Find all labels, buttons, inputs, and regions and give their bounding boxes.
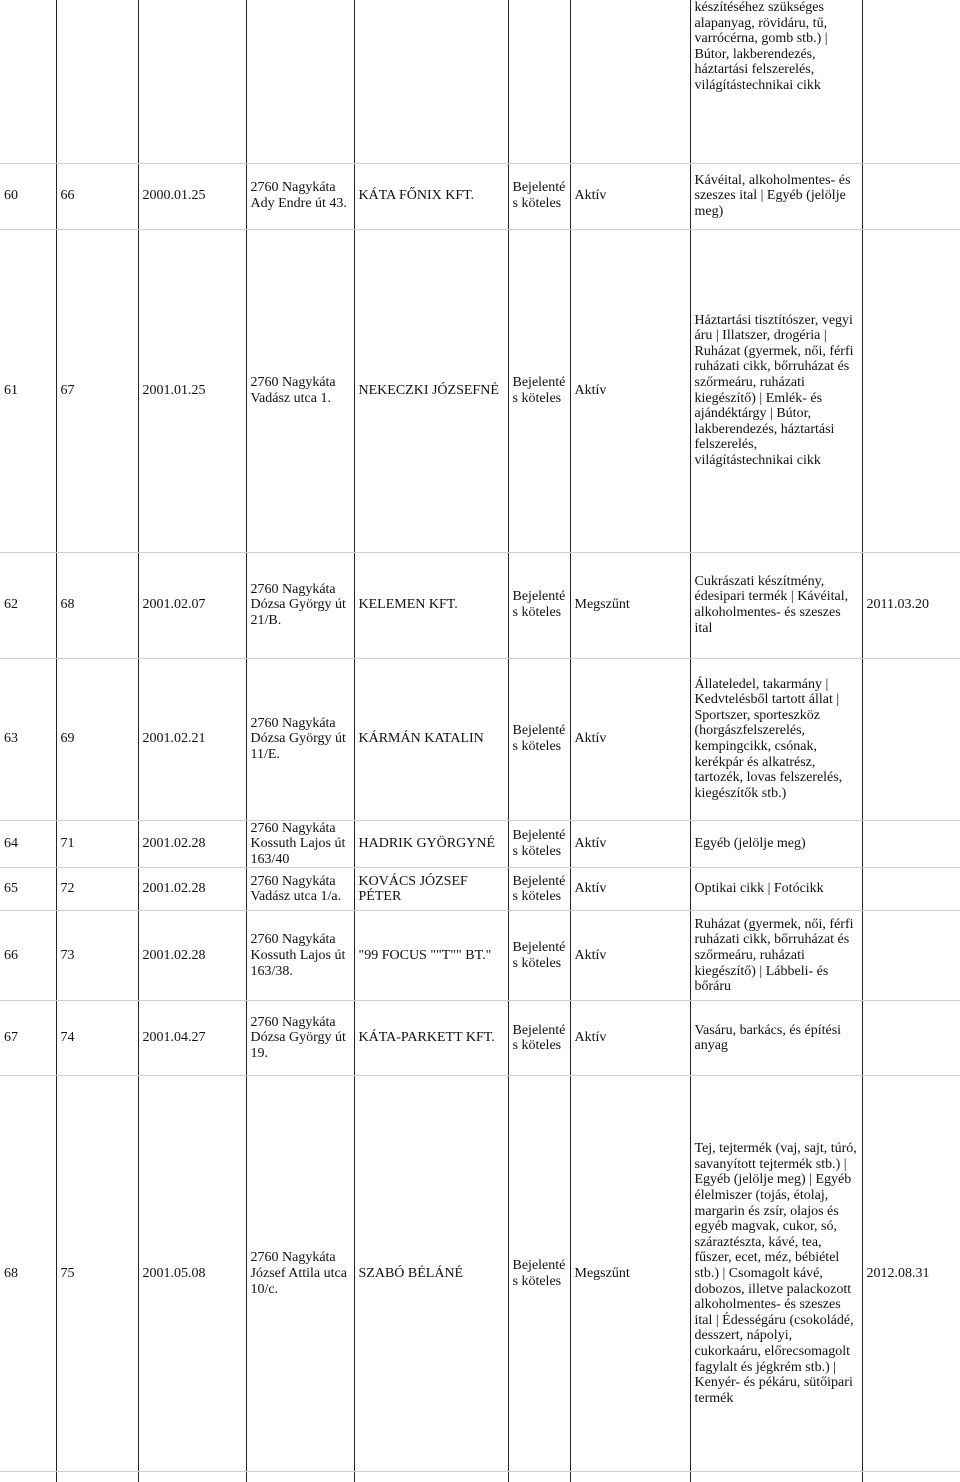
cell-closed xyxy=(862,1001,960,1076)
cell-no: 65 xyxy=(0,868,56,911)
cell-closed xyxy=(862,163,960,229)
cell-date: 2001.02.28 xyxy=(138,820,246,868)
cell-date xyxy=(138,0,246,163)
cell-reg xyxy=(56,0,138,163)
cell-status: Megszűnt xyxy=(570,1076,690,1472)
cell-closed xyxy=(862,911,960,1001)
cell-activities: Állateledel, takarmány | Kedvtelésből tartott állat | Sportszer, sporteszköz (horgászfelszerelés, kempingcikk, csónak, kerékpár és alkatrész, tartozék, lovas felszerelés, kiegészítők stb.) xyxy=(690,658,862,820)
cell-date: 2001.02.28 xyxy=(138,911,246,1001)
cell-status: Aktív xyxy=(570,658,690,820)
cell-status: Megszűnt xyxy=(570,552,690,658)
cell-name: KÁTA FŐNIX KFT. xyxy=(354,163,508,229)
cell-name: KÁTA-PARKETT KFT. xyxy=(354,1001,508,1076)
cell-no: 63 xyxy=(0,658,56,820)
cell-name: KOVÁCS JÓZSEF PÉTER xyxy=(354,868,508,911)
cell-closed: 2012.08.31 xyxy=(862,1076,960,1472)
cell-address xyxy=(246,0,354,163)
empty-cell xyxy=(138,1472,246,1482)
table-row xyxy=(0,229,960,552)
cell-no: 62 xyxy=(0,552,56,658)
cell-no: 60 xyxy=(0,163,56,229)
cell-name: "99 FOCUS ""T"" BT." xyxy=(354,911,508,1001)
cell-no: 67 xyxy=(0,1001,56,1076)
cell-activities: Optikai cikk | Fotócikk xyxy=(690,868,862,911)
cell-activities: Egyéb (jelölje meg) xyxy=(690,820,862,868)
cell-reporting: Bejelentés köteles xyxy=(508,820,570,868)
cell-closed: 2011.03.20 xyxy=(862,552,960,658)
cell-address: 2760 Nagykáta Ady Endre út 43. xyxy=(246,163,354,229)
table-row xyxy=(0,0,960,163)
cell-no: 66 xyxy=(0,911,56,1001)
cell-reg: 75 xyxy=(56,1076,138,1472)
empty-cell xyxy=(690,1472,862,1482)
table-row xyxy=(0,658,960,820)
cell-address: 2760 Nagykáta Dózsa György út 21/B. xyxy=(246,552,354,658)
cell-status: Aktív xyxy=(570,1001,690,1076)
cell-status: Aktív xyxy=(570,868,690,911)
cell-status: Aktív xyxy=(570,163,690,229)
cell-closed xyxy=(862,820,960,868)
table-row-continuation xyxy=(0,1472,960,1482)
cell-date: 2001.02.07 xyxy=(138,552,246,658)
cell-address: 2760 Nagykáta József Attila utca 10/c. xyxy=(246,1076,354,1472)
cell-closed xyxy=(862,658,960,820)
cell-reporting: Bejelentés köteles xyxy=(508,229,570,552)
cell-reporting: Bejelentés köteles xyxy=(508,658,570,820)
empty-cell xyxy=(246,1472,354,1482)
empty-cell xyxy=(0,1472,56,1482)
cell-address: 2760 Nagykáta Kossuth Lajos út 163/38. xyxy=(246,911,354,1001)
cell-activities: Ruházat (gyermek, női, férfi ruházati cikk, bőrruházat és szőrmeáru, ruházati kiegészítő) | Lábbeli- és bőráru xyxy=(690,911,862,1001)
cell-closed xyxy=(862,0,960,163)
cell-closed xyxy=(862,868,960,911)
cell-date: 2001.05.08 xyxy=(138,1076,246,1472)
cell-reg: 68 xyxy=(56,552,138,658)
cell-address: 2760 Nagykáta Dózsa György út 19. xyxy=(246,1001,354,1076)
cell-reporting xyxy=(508,0,570,163)
cell-status: Aktív xyxy=(570,820,690,868)
cell-reg: 67 xyxy=(56,229,138,552)
cell-address: 2760 Nagykáta Kossuth Lajos út 163/40 xyxy=(246,820,354,868)
cell-status: Aktív xyxy=(570,229,690,552)
cell-status xyxy=(570,0,690,163)
empty-cell xyxy=(56,1472,138,1482)
cell-reporting: Bejelentés köteles xyxy=(508,868,570,911)
cell-reg: 74 xyxy=(56,1001,138,1076)
cell-reg: 71 xyxy=(56,820,138,868)
table-row xyxy=(0,820,960,868)
table-row xyxy=(0,552,960,658)
cell-address: 2760 Nagykáta Vadász utca 1. xyxy=(246,229,354,552)
cell-name xyxy=(354,0,508,163)
cell-reporting: Bejelentés köteles xyxy=(508,911,570,1001)
cell-reporting: Bejelentés köteles xyxy=(508,163,570,229)
cell-activities: Vasáru, barkács, és építési anyag xyxy=(690,1001,862,1076)
cell-date: 2001.01.25 xyxy=(138,229,246,552)
cell-name: SZABÓ BÉLÁNÉ xyxy=(354,1076,508,1472)
cell-name: NEKECZKI JÓZSEFNÉ xyxy=(354,229,508,552)
cell-reporting: Bejelentés köteles xyxy=(508,1076,570,1472)
cell-activities: készítéséhez szükséges alapanyag, rövidáru, tű, varrócérna, gomb stb.) | Bútor, lakberendezés, háztartási felszerelés, világítástechnikai cikk xyxy=(690,0,862,163)
table-row xyxy=(0,1076,960,1472)
cell-date: 2001.04.27 xyxy=(138,1001,246,1076)
cell-no: 68 xyxy=(0,1076,56,1472)
cell-reporting: Bejelentés köteles xyxy=(508,552,570,658)
cell-reg: 72 xyxy=(56,868,138,911)
table-row xyxy=(0,163,960,229)
table-row xyxy=(0,1001,960,1076)
cell-activities: Cukrászati készítmény, édesipari termék | Kávéital, alkoholmentes- és szeszes ital xyxy=(690,552,862,658)
cell-activities: Tej, tejtermék (vaj, sajt, túró, savanyított tejtermék stb.) | Egyéb (jelölje meg) | Egyéb élelmiszer (tojás, étolaj, margarin és zsír, olajos és egyéb magvak, cukor, só, száraztészta, kávé, tea, fűszer, ecet, méz, bébiétel stb.) | Csomagolt kávé, dobozos, illetve palackozott alkoholmentes- és szeszes ital | Édességáru (csokoládé, desszert, nápolyi, cukorkaáru, előrecsomagolt fagylalt és jégkrém stb.) | Kenyér- és pékáru, sütőipari termék xyxy=(690,1076,862,1472)
table-row xyxy=(0,868,960,911)
cell-date: 2001.02.28 xyxy=(138,868,246,911)
table-row xyxy=(0,911,960,1001)
cell-status: Aktív xyxy=(570,911,690,1001)
cell-no: 64 xyxy=(0,820,56,868)
cell-no: 61 xyxy=(0,229,56,552)
empty-cell xyxy=(508,1472,570,1482)
cell-no xyxy=(0,0,56,163)
empty-cell xyxy=(354,1472,508,1482)
cell-reg: 69 xyxy=(56,658,138,820)
cell-reg: 66 xyxy=(56,163,138,229)
cell-closed xyxy=(862,229,960,552)
cell-date: 2001.02.21 xyxy=(138,658,246,820)
cell-name: HADRIK GYÖRGYNÉ xyxy=(354,820,508,868)
empty-cell xyxy=(570,1472,690,1482)
cell-address: 2760 Nagykáta Vadász utca 1/a. xyxy=(246,868,354,911)
cell-date: 2000.01.25 xyxy=(138,163,246,229)
cell-reg: 73 xyxy=(56,911,138,1001)
cell-activities: Kávéital, alkoholmentes- és szeszes ital | Egyéb (jelölje meg) xyxy=(690,163,862,229)
cell-reporting: Bejelentés köteles xyxy=(508,1001,570,1076)
cell-name: KÁRMÁN KATALIN xyxy=(354,658,508,820)
cell-name: KELEMEN KFT. xyxy=(354,552,508,658)
cell-address: 2760 Nagykáta Dózsa György út 11/E. xyxy=(246,658,354,820)
empty-cell xyxy=(862,1472,960,1482)
cell-activities: Háztartási tisztítószer, vegyi áru | Illatszer, drogéria | Ruházat (gyermek, női, férfi ruházati cikk, bőrruházat és szőrmeáru, ruházati kiegészítő) | Emlék- és ajándéktárgy | Bútor, lakberendezés, háztartási felszerelés, világítástechnikai cikk xyxy=(690,229,862,552)
